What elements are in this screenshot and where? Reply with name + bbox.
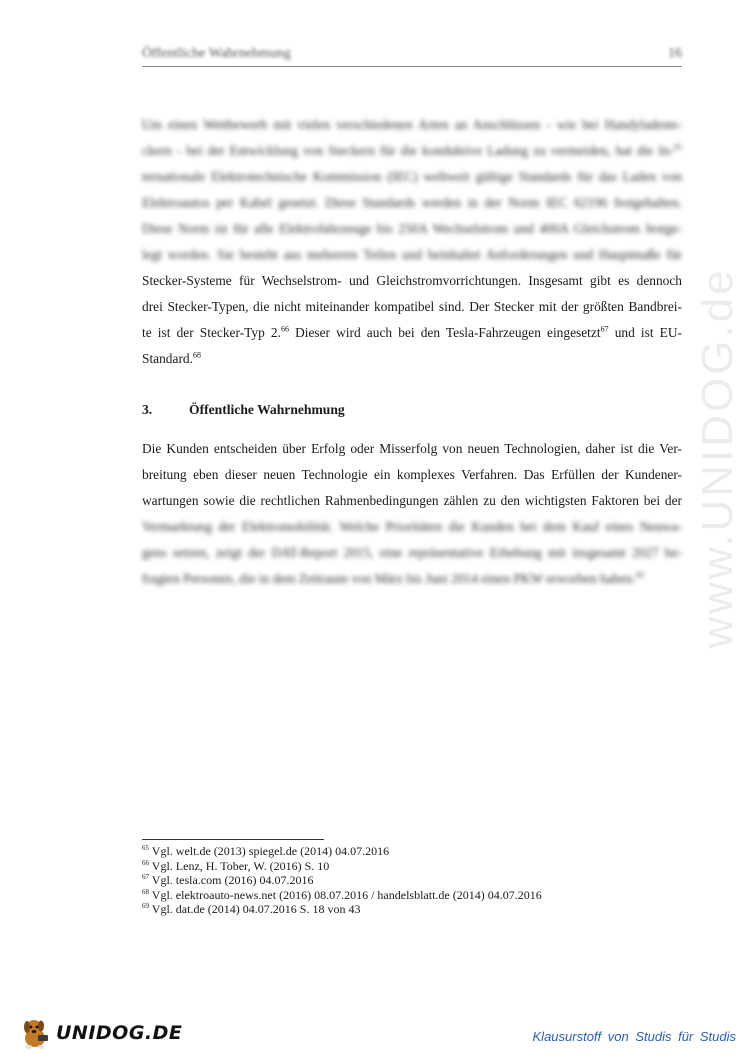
footnote: $^{69}$ Vgl. dat.de (2014) 04.07.2016 S. 18 von 43	[142, 902, 361, 916]
blurred-line: Diese Norm ist für alle Elektrofahrzeuge bis 250A Wechselstrom und 400A Gleichstrom festge-	[142, 221, 682, 236]
text-line: breitung eben dieser neuen Technologie ein komplexes Verfahren. Das Erfüllen der Kundener-	[142, 467, 682, 482]
watermark: www.UNIDOG.de	[693, 267, 742, 649]
paragraph-2	[142, 436, 682, 592]
text-line: wartungen sowie die rechtlichen Rahmenbedingungen zählen zu den wichtigsten Faktoren bei der	[142, 493, 682, 508]
footnote-ref[interactable]: 67	[600, 324, 609, 334]
text-line: Stecker-Systeme für Wechselstrom- und Gleichstromvorrichtungen. Insgesamt gibt es dennoch	[142, 273, 682, 288]
blurred-line: ckern - bei der Entwicklung von Steckern für die konduktive Ladung zu vermeiden, hat die In-$^{65}$	[142, 142, 682, 158]
text-line: drei Stecker-Typen, die nicht miteinander kompatibel sind. Der Stecker mit der größten Bandbrei-	[142, 299, 682, 314]
blurred-line: legt worden. Sie besteht aus mehreren Teilen und beinhaltet Anforderungen und Hauptmaße für	[142, 247, 682, 262]
blurred-line: fragten Personen, die in dem Zeitraum von März bis Juni 2014 einen PKW erworben haben.$^{69}$	[142, 570, 644, 586]
footnote-ref[interactable]: 66	[280, 324, 289, 334]
footnote: $^{65}$ Vgl. welt.de (2013) spiegel.de (2014) 04.07.2016	[142, 844, 390, 858]
section-number: 3.	[142, 402, 153, 417]
footnote: $^{67}$ Vgl. tesla.com (2016) 04.07.2016	[142, 873, 314, 887]
footnote: $^{66}$ Vgl. Lenz, H. Tober, W. (2016) S. 10	[142, 858, 330, 873]
blurred-line: gens setzen, zeigt der DAT-Report 2015, eine repräsentative Erhebung mit insgesamt 2027 be-	[142, 545, 682, 560]
blurred-line: Vermarktung der Elektromobilität. Welche Prioritäten die Kunden bei dem Kauf eines Neuwa-	[142, 519, 682, 534]
logo-text: UNIDOG.DE	[56, 1022, 183, 1044]
footer-tagline: Klausurstoff von Studis für Studis	[532, 1029, 736, 1044]
text-line: te ist der Stecker-Typ 2.66 Dieser wird auch bei den Tesla-Fahrzeugen eingesetzt$^{67}$ und ist EU-	[142, 324, 682, 340]
footnote-ref: 65	[674, 142, 682, 152]
blurred-line: ternationale Elektrotechnische Kommission (IEC) weltweit gültige Standards für das Laden von	[142, 169, 682, 184]
footnote: $^{68}$ Vgl. elektroauto-news.net (2016) 08.07.2016 / handelsblatt.de (2014) 04.07.2016	[142, 887, 542, 902]
footnote-ref: 69	[635, 570, 644, 580]
header-title: Öffentliche Wahrnehmung	[142, 46, 291, 61]
text-line: Standard.$^{68}$	[142, 350, 201, 366]
footnotes	[142, 844, 682, 917]
header-page-number: 16	[668, 46, 682, 61]
dog-icon	[18, 1016, 54, 1050]
unidog-logo[interactable]	[18, 1016, 183, 1050]
blurred-line: Elektroautos per Kabel gesetzt. Diese Standards werden in der Norm IEC 62196 festgehalten.	[142, 195, 682, 210]
footnote-separator	[142, 839, 324, 840]
section-title: Öffentliche Wahrnehmung	[189, 402, 345, 417]
running-header	[142, 44, 682, 67]
paragraph-1	[142, 112, 682, 372]
footnote-ref[interactable]: 68	[192, 350, 201, 360]
text-line: Die Kunden entscheiden über Erfolg oder Misserfolg von neuen Technologien, daher ist die Ver-	[142, 441, 682, 456]
blurred-line: Um einen Wettbewerb mit vielen verschiedenen Arten an Anschlüssen - wie bei Handyladeste-	[142, 117, 682, 132]
